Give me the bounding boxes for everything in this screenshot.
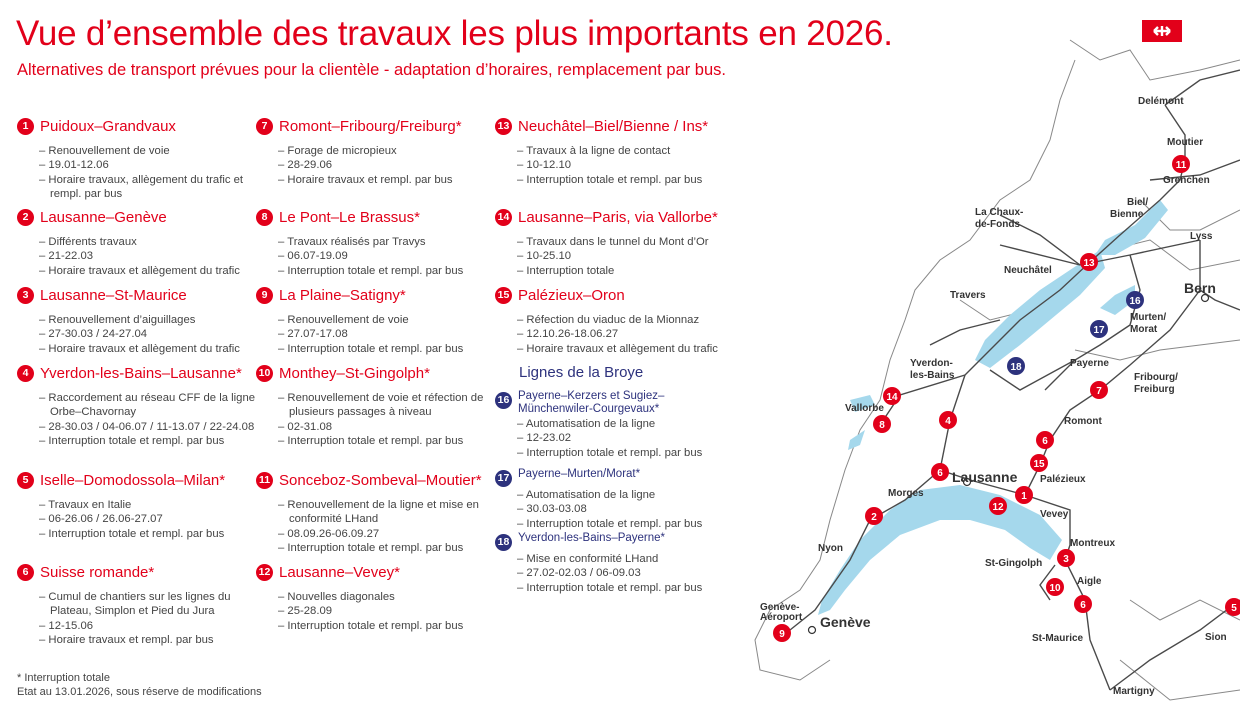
lake-joux-2	[848, 430, 865, 450]
city-label: Martigny	[1113, 686, 1155, 697]
marker-badge: 17	[495, 470, 512, 487]
list-item: – 28-30.03 / 04-06.07 / 11-13.07 / 22-24.08	[39, 420, 257, 434]
work-entry-10	[256, 365, 496, 449]
list-item: – 19.01-12.06	[39, 158, 257, 172]
map-marker-6c	[1074, 595, 1092, 613]
work-details	[278, 235, 496, 278]
work-title: 8 Le Pont–Le Brassus*	[256, 209, 496, 226]
list-item: – Raccordement au réseau CFF de la ligne Orbe–Chavornay	[39, 391, 257, 420]
work-details	[39, 498, 257, 541]
work-details	[517, 235, 735, 278]
city-label: Yverdon-	[910, 358, 953, 369]
work-details	[517, 417, 735, 460]
list-item: – Interruption totale et rempl. par bus	[278, 619, 496, 633]
map-marker-10	[1046, 578, 1064, 596]
list-item: – 27-30.03 / 24-27.04	[39, 327, 257, 341]
list-item: – Travaux réalisés par Travys	[278, 235, 496, 249]
svg-text:15: 15	[1033, 459, 1045, 470]
city-label: Morat	[1130, 324, 1158, 335]
marker-badge: 16	[495, 392, 512, 409]
list-item: – 12-23.02	[517, 431, 735, 445]
list-item: – Réfection du viaduc de la Mionnaz	[517, 313, 735, 327]
map-marker-6b	[931, 463, 949, 481]
marker-badge: 1	[17, 118, 34, 135]
svg-text:9: 9	[779, 629, 785, 640]
list-item: – 06-26.06 / 26.06-27.07	[39, 512, 257, 526]
work-details	[278, 498, 496, 556]
work-title: 10 Monthey–St-Gingolph*	[256, 365, 496, 382]
work-entry-7	[256, 118, 496, 187]
svg-text:18: 18	[1010, 362, 1022, 373]
section-heading-broye: Lignes de la Broye	[519, 364, 644, 381]
list-item: – Travaux à la ligne de contact	[517, 144, 735, 158]
list-item: – Interruption totale et rempl. par bus	[278, 342, 496, 356]
work-details	[278, 590, 496, 633]
work-title: 15 Palézieux–Oron	[495, 287, 735, 304]
list-item: – Interruption totale et rempl. par bus	[278, 434, 496, 448]
city-label: Sion	[1205, 632, 1227, 643]
list-item: – 21-22.03	[39, 249, 257, 263]
city-label: Genève	[820, 614, 871, 630]
work-title: 9 La Plaine–Satigny*	[256, 287, 496, 304]
svg-text:6: 6	[1080, 600, 1086, 611]
map-marker-14	[883, 387, 901, 405]
city-label: Aéroport	[760, 612, 803, 623]
city-label: La Chaux-	[975, 207, 1024, 218]
svg-text:8: 8	[879, 420, 885, 431]
work-entry-3	[17, 287, 257, 356]
list-item: – Interruption totale et rempl. par bus	[517, 446, 735, 460]
svg-text:10: 10	[1049, 583, 1061, 594]
city-label: Lausanne	[952, 469, 1018, 485]
marker-badge: 3	[17, 287, 34, 304]
list-item: – Forage de micropieux	[278, 144, 496, 158]
page-title: Vue d’ensemble des travaux les plus importants en 2026.	[16, 14, 893, 53]
marker-badge: 15	[495, 287, 512, 304]
city-label: Fribourg/	[1134, 372, 1178, 383]
list-item: – Travaux en Italie	[39, 498, 257, 512]
marker-badge: 2	[17, 209, 34, 226]
city-label: Biel/	[1127, 197, 1149, 208]
map-marker-11	[1172, 155, 1190, 173]
work-entry-1	[17, 118, 257, 202]
work-details	[517, 313, 735, 356]
marker-badge: 9	[256, 287, 273, 304]
work-details	[39, 144, 257, 202]
svg-text:4: 4	[945, 416, 951, 427]
rail-network-map	[740, 0, 1240, 709]
city-label: les-Bains	[910, 370, 955, 381]
list-item: – Interruption totale et rempl. par bus	[278, 541, 496, 555]
work-entry-15	[495, 287, 735, 356]
list-item: – Interruption totale et rempl. par bus	[517, 173, 735, 187]
work-title: 6 Suisse romande*	[17, 564, 257, 581]
work-entry-14	[495, 209, 735, 278]
list-item: – Horaire travaux et rempl. par bus	[278, 173, 496, 187]
list-item: – Interruption totale et rempl. par bus	[517, 517, 735, 531]
svg-text:12: 12	[992, 502, 1004, 513]
page-subtitle: Alternatives de transport prévues pour la clientèle - adaptation d’horaires, remplacement par bus.	[17, 61, 726, 79]
list-item: – Horaire travaux et rempl. par bus	[39, 633, 257, 647]
svg-text:6: 6	[937, 468, 943, 479]
list-item: – Différents travaux	[39, 235, 257, 249]
work-title: 17 Payerne–Murten/Morat*	[495, 468, 735, 487]
city-label: Montreux	[1070, 538, 1115, 549]
city-label: Palézieux	[1040, 474, 1086, 485]
marker-badge: 10	[256, 365, 273, 382]
city-label: Bern	[1184, 280, 1216, 296]
work-details	[278, 313, 496, 356]
footnote-asterisk: * Interruption totale	[17, 672, 110, 684]
work-details	[517, 144, 735, 187]
work-title: 1 Puidoux–Grandvaux	[17, 118, 257, 135]
map-marker-2	[865, 507, 883, 525]
work-title: 16 Payerne–Kerzers et Sugiez–Münchenwiler-Courgevaux*	[495, 390, 735, 416]
list-item: – 12.10.26-18.06.27	[517, 327, 735, 341]
svg-text:17: 17	[1093, 325, 1105, 336]
svg-text:1: 1	[1021, 491, 1027, 502]
work-details	[39, 391, 257, 449]
list-item: – Interruption totale	[517, 264, 735, 278]
list-item: – Horaire travaux et allègement du trafic	[517, 342, 735, 356]
city-label: Neuchâtel	[1004, 265, 1052, 276]
work-details	[517, 488, 735, 531]
list-item: – Nouvelles diagonales	[278, 590, 496, 604]
list-item: – Renouvellement d’aiguillages	[39, 313, 257, 327]
work-entry-8	[256, 209, 496, 278]
map-marker-1	[1015, 486, 1033, 504]
work-entry-9	[256, 287, 496, 356]
marker-badge: 6	[17, 564, 34, 581]
marker-badge: 5	[17, 472, 34, 489]
work-title: 2 Lausanne–Genève	[17, 209, 257, 226]
city-label: Genève-	[760, 602, 800, 613]
work-title: 12 Lausanne–Vevey*	[256, 564, 496, 581]
list-item: – 10-12.10	[517, 158, 735, 172]
list-item: – Interruption totale et rempl. par bus	[278, 264, 496, 278]
svg-text:13: 13	[1083, 258, 1095, 269]
city-label: St-Maurice	[1032, 633, 1084, 644]
work-title: 18 Yverdon-les-Bains–Payerne*	[495, 532, 735, 551]
list-item: – Horaire travaux et allègement du trafic	[39, 342, 257, 356]
list-item: – Travaux dans le tunnel du Mont d’Or	[517, 235, 735, 249]
list-item: – 02-31.08	[278, 420, 496, 434]
list-item: – 10-25.10	[517, 249, 735, 263]
city-label: Freiburg	[1134, 384, 1175, 395]
list-item: – 27.07-17.08	[278, 327, 496, 341]
map-marker-7	[1090, 381, 1108, 399]
work-title: 13 Neuchâtel–Biel/Bienne / Ins*	[495, 118, 735, 135]
work-details	[39, 590, 257, 648]
marker-badge: 4	[17, 365, 34, 382]
city-label: Grenchen	[1163, 175, 1210, 186]
city-label: Moutier	[1167, 137, 1204, 148]
map-marker-15	[1030, 454, 1048, 472]
list-item: – Renouvellement de voie	[39, 144, 257, 158]
work-title: 11 Sonceboz-Sombeval–Moutier*	[256, 472, 496, 489]
work-details	[278, 391, 496, 449]
list-item: – Automatisation de la ligne	[517, 488, 735, 502]
work-details	[39, 313, 257, 356]
list-item: – Horaire travaux, allègement du trafic et rempl. par bus	[39, 173, 257, 202]
marker-badge: 13	[495, 118, 512, 135]
city-label: Morges	[888, 488, 924, 499]
city-label: Vevey	[1040, 509, 1069, 520]
marker-badge: 7	[256, 118, 273, 135]
list-item: – Interruption totale et rempl. par bus	[517, 581, 735, 595]
work-details	[39, 235, 257, 278]
list-item: – Mise en conformité LHand	[517, 552, 735, 566]
work-entry-17	[495, 468, 735, 531]
work-title: 3 Lausanne–St-Maurice	[17, 287, 257, 304]
work-entry-11	[256, 472, 496, 556]
map-marker-18	[1007, 357, 1025, 375]
work-entry-12	[256, 564, 496, 633]
list-item: – Horaire travaux et allègement du trafic	[39, 264, 257, 278]
list-item: – 27.02-02.03 / 06-09.03	[517, 566, 735, 580]
footnote	[17, 671, 262, 699]
list-item: – 12-15.06	[39, 619, 257, 633]
work-entry-4	[17, 365, 257, 449]
map-marker-6	[1036, 431, 1054, 449]
work-entry-16	[495, 390, 735, 460]
marker-badge: 12	[256, 564, 273, 581]
work-details	[278, 144, 496, 187]
city-label: Vallorbe	[845, 403, 884, 414]
list-item: – Renouvellement de la ligne et mise en conformité LHand	[278, 498, 496, 527]
marker-badge: 8	[256, 209, 273, 226]
work-entry-2	[17, 209, 257, 278]
list-item: – Renouvellement de voie	[278, 313, 496, 327]
work-title: 5 Iselle–Domodossola–Milan*	[17, 472, 257, 489]
city-label: Lyss	[1190, 231, 1213, 242]
city-label: Delémont	[1138, 96, 1184, 107]
city-label: de-Fonds	[975, 219, 1020, 230]
work-entry-6	[17, 564, 257, 648]
station-geneve	[809, 627, 816, 634]
map-marker-17	[1090, 320, 1108, 338]
city-label: Murten/	[1130, 312, 1167, 323]
list-item: – 06.07-19.09	[278, 249, 496, 263]
work-details	[517, 552, 735, 595]
svg-text:14: 14	[886, 392, 898, 403]
svg-text:7: 7	[1096, 386, 1102, 397]
svg-text:2: 2	[871, 512, 877, 523]
work-entry-5	[17, 472, 257, 541]
work-title: 4 Yverdon-les-Bains–Lausanne*	[17, 365, 257, 382]
list-item: – Cumul de chantiers sur les lignes du Plateau, Simplon et Pied du Jura	[39, 590, 257, 619]
work-title: 7 Romont–Fribourg/Freiburg*	[256, 118, 496, 135]
list-item: – Interruption totale et rempl. par bus	[39, 527, 257, 541]
map-marker-16	[1126, 291, 1144, 309]
svg-text:5: 5	[1231, 603, 1237, 614]
map-marker-8	[873, 415, 891, 433]
city-label: Aigle	[1077, 576, 1102, 587]
list-item: – 30.03-03.08	[517, 502, 735, 516]
map-marker-4	[939, 411, 957, 429]
work-entry-18	[495, 532, 735, 595]
list-item: – Interruption totale et rempl. par bus	[39, 434, 257, 448]
city-label: Romont	[1064, 416, 1102, 427]
svg-text:11: 11	[1175, 160, 1187, 171]
list-item: – 08.09.26-06.09.27	[278, 527, 496, 541]
city-label: St-Gingolph	[985, 558, 1043, 569]
footnote-status: Etat au 13.01.2026, sous réserve de modifications	[17, 686, 262, 698]
list-item: – Renouvellement de voie et réfection de plusieurs passages à niveau	[278, 391, 496, 420]
map-marker-3	[1057, 549, 1075, 567]
svg-text:16: 16	[1129, 296, 1141, 307]
marker-badge: 18	[495, 534, 512, 551]
map-marker-9	[773, 624, 791, 642]
list-item: – 25-28.09	[278, 604, 496, 618]
list-item: – Automatisation de la ligne	[517, 417, 735, 431]
work-entry-13	[495, 118, 735, 187]
work-title: 14 Lausanne–Paris, via Vallorbe*	[495, 209, 735, 226]
map-marker-13	[1080, 253, 1098, 271]
marker-badge: 14	[495, 209, 512, 226]
svg-text:3: 3	[1063, 554, 1069, 565]
city-label: Nyon	[818, 543, 843, 554]
map-marker-12	[989, 497, 1007, 515]
city-label: Bienne	[1110, 209, 1144, 220]
city-label: Payerne	[1070, 358, 1109, 369]
list-item: – 28-29.06	[278, 158, 496, 172]
city-label: Travers	[950, 290, 986, 301]
marker-badge: 11	[256, 472, 273, 489]
svg-text:6: 6	[1042, 436, 1048, 447]
